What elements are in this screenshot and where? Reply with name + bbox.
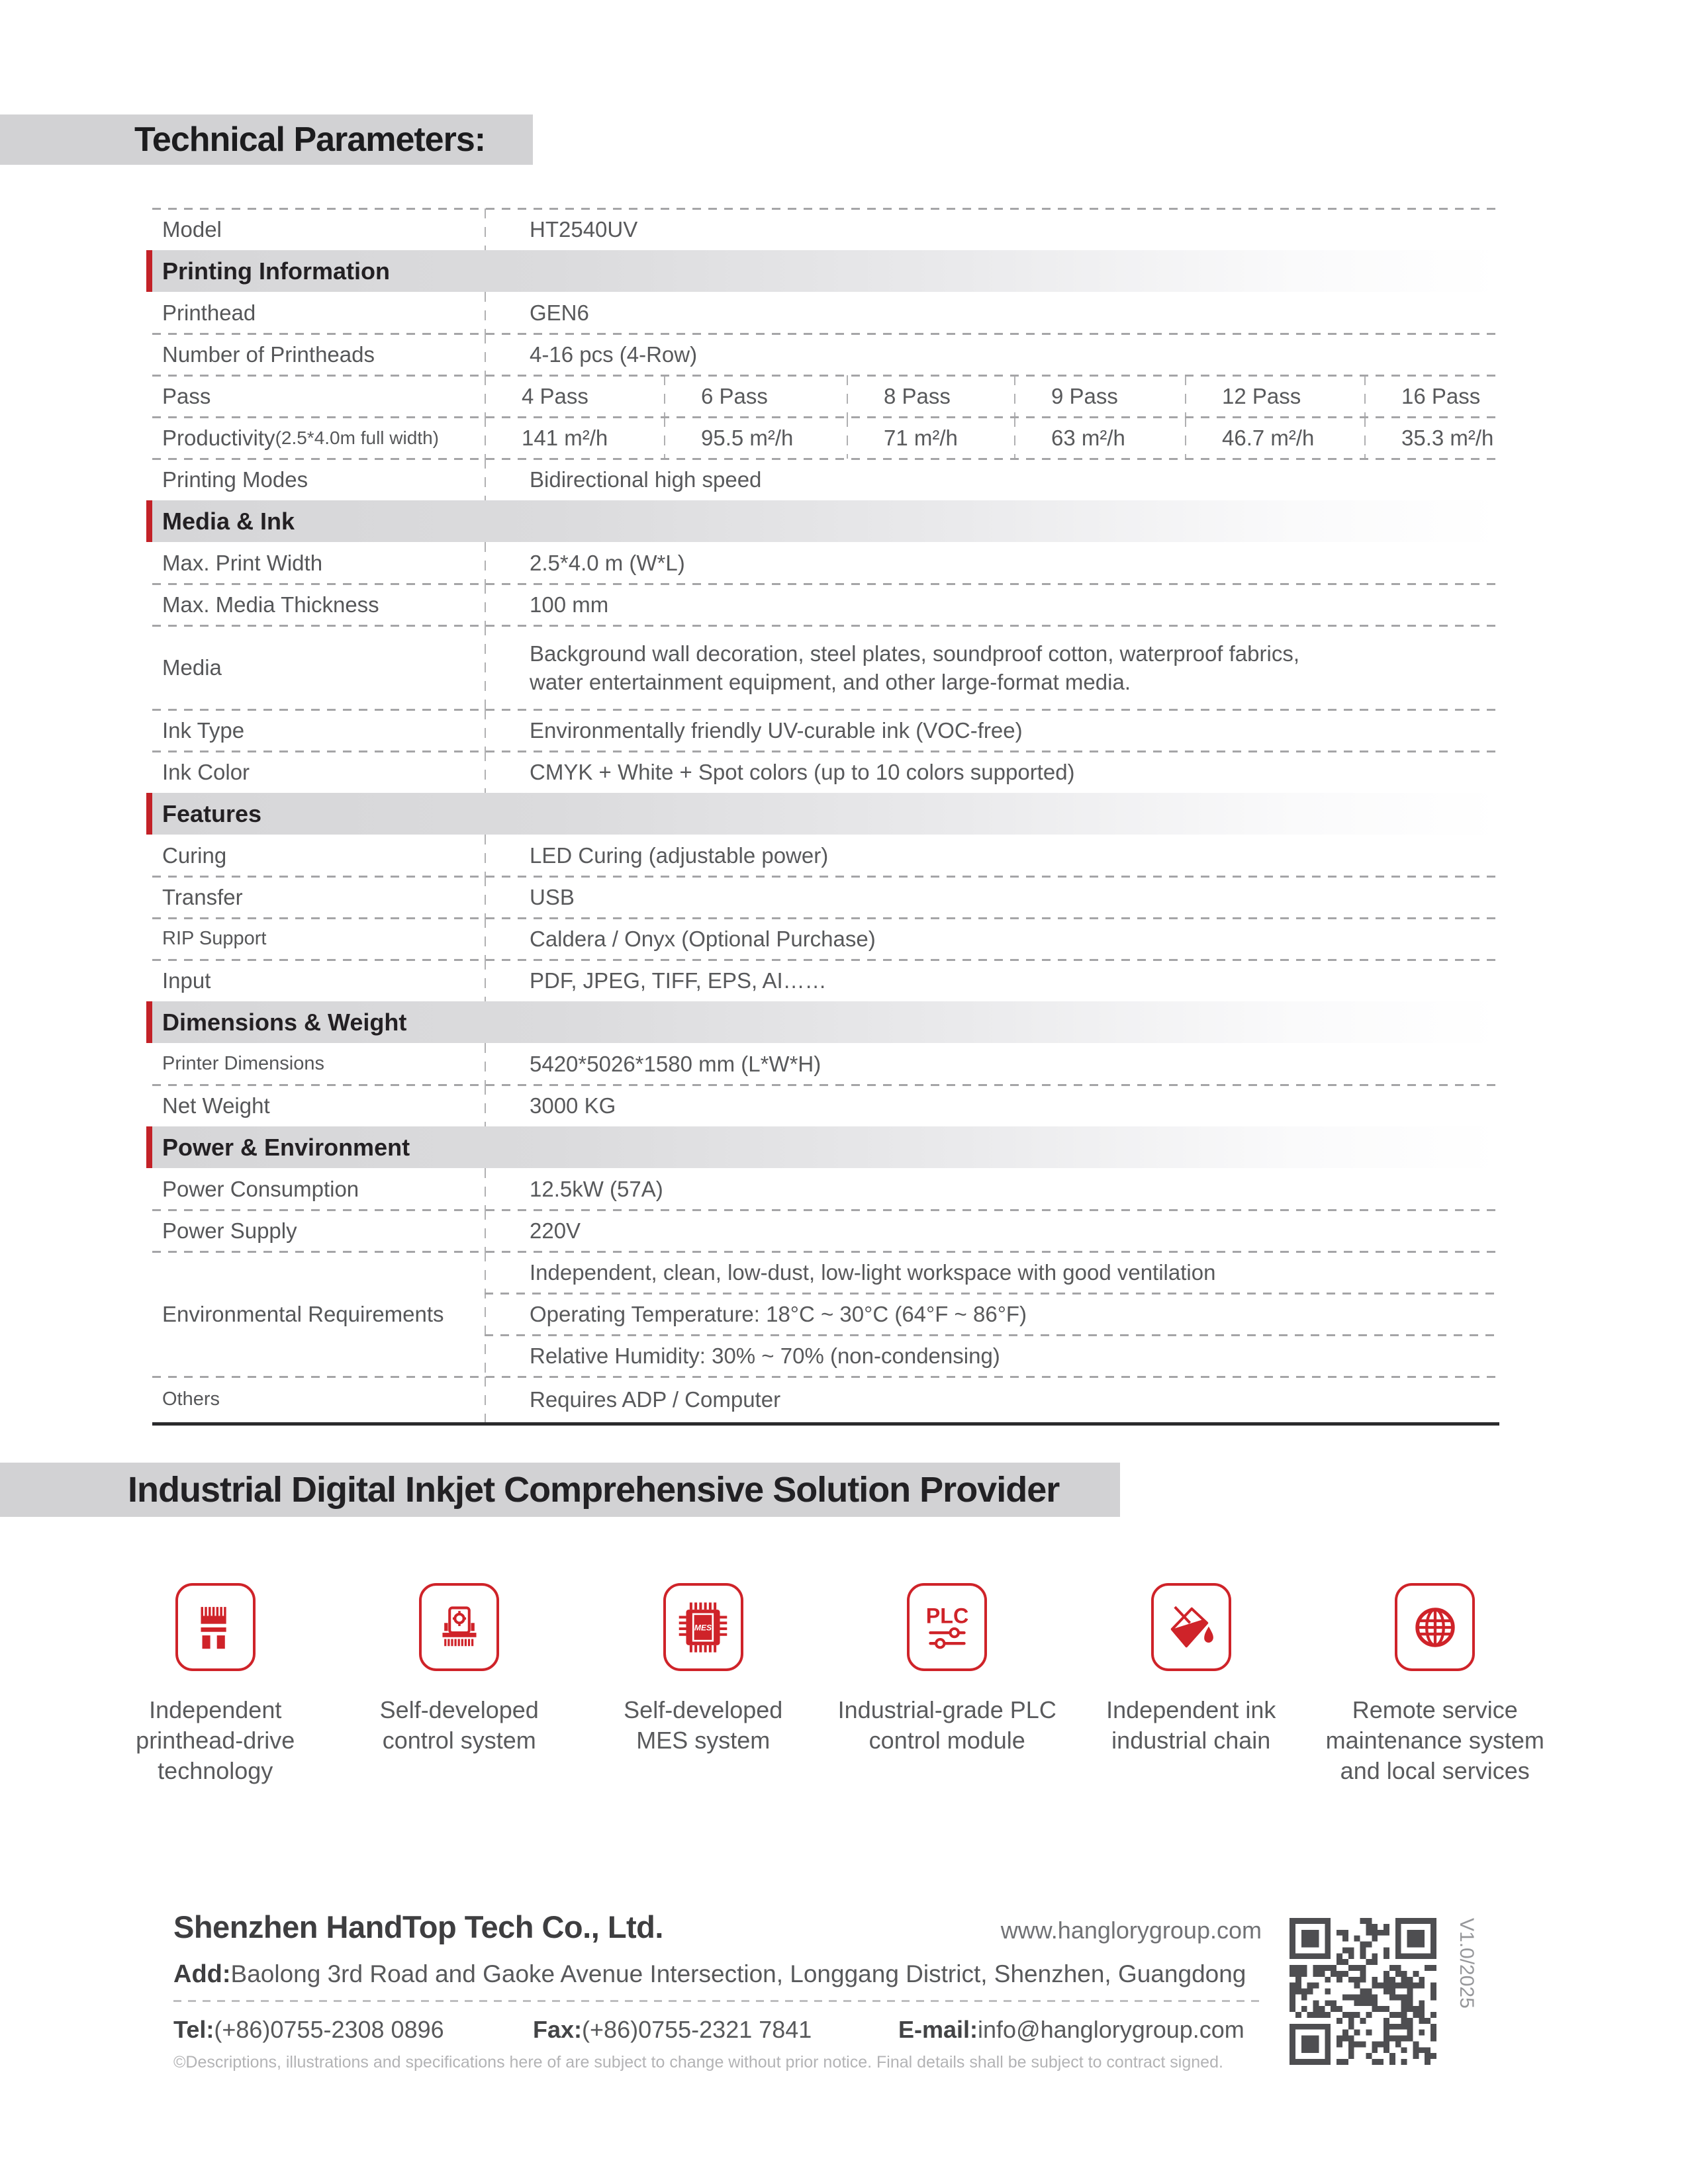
table-row — [152, 835, 1499, 876]
row-value: Background wall decoration, steel plates, soundproof cotton, waterproof fabrics, water entertainment equipment, and other large-format media. — [485, 625, 1499, 709]
row-value: 5420*5026*1580 mm (L*W*H) — [485, 1043, 1499, 1085]
table-row — [152, 459, 1499, 500]
table-row — [152, 1043, 1499, 1085]
solution-caption: Independent printhead-drive technology — [136, 1696, 295, 1784]
row-label: Curing — [162, 842, 227, 868]
solution-caption: Self-developed control system — [379, 1696, 539, 1754]
row-label: Power Supply — [162, 1218, 297, 1243]
section-title: Power & Environment — [162, 1133, 410, 1161]
solution-caption: Industrial-grade PLC control module — [837, 1696, 1056, 1754]
solution-caption: Self-developed MES system — [624, 1696, 783, 1754]
row-value: 12.5kW (57A) — [485, 1168, 1499, 1210]
address-label: Add: — [173, 1960, 231, 1988]
footer-divider — [173, 2000, 1262, 2002]
company-address: Add:Baolong 3rd Road and Gaoke Avenue Intersection, Longgang District, Shenzhen, Guangdong — [173, 1960, 1246, 1988]
row-label: Input — [162, 968, 211, 993]
table-row-productivity — [152, 417, 1499, 459]
row-value: USB — [485, 876, 1499, 918]
row-label: Max. Print Width — [162, 550, 323, 575]
table-row — [152, 960, 1499, 1001]
table-row — [152, 751, 1499, 793]
globe-icon — [1395, 1583, 1475, 1671]
section-title: Features — [162, 799, 262, 827]
table-row — [152, 709, 1499, 751]
row-value: GEN6 — [485, 292, 1499, 334]
pass-cell: 12 Pass — [1185, 375, 1364, 417]
solution-caption: Remote service maintenance system and local services — [1325, 1696, 1544, 1784]
section-header — [152, 250, 1499, 292]
solution-item — [1069, 1583, 1313, 1786]
productivity-cell: 46.7 m²/h — [1185, 417, 1364, 459]
table-row — [152, 1085, 1499, 1126]
row-value: Bidirectional high speed — [485, 459, 1499, 500]
row-label: Transfer — [162, 884, 243, 909]
telephone: Tel:(+86)0755-2308 0896 — [173, 2016, 444, 2043]
spec-table — [152, 208, 1499, 1426]
row-value: 3000 KG — [485, 1085, 1499, 1126]
productivity-cell: 35.3 m²/h — [1364, 417, 1499, 459]
email: E-mail:info@hanglorygroup.com — [898, 2016, 1244, 2043]
row-label: Printer Dimensions — [162, 1053, 324, 1074]
row-value: LED Curing (adjustable power) — [485, 835, 1499, 876]
pass-cell: 4 Pass — [485, 375, 664, 417]
solution-item — [1313, 1583, 1558, 1786]
pass-cell: 8 Pass — [847, 375, 1014, 417]
section-header — [152, 500, 1499, 542]
productivity-cell: 63 m²/h — [1014, 417, 1185, 459]
fax: Fax:(+86)0755-2321 7841 — [533, 2016, 812, 2043]
mes-icon-text: MES — [694, 1623, 712, 1633]
table-row — [152, 542, 1499, 584]
table-row — [152, 1377, 1499, 1422]
plc-icon — [907, 1583, 987, 1671]
section-header — [152, 1001, 1499, 1043]
ink-bucket-icon — [1151, 1583, 1231, 1671]
subtitle-bar — [0, 1463, 1120, 1517]
company-name: Shenzhen HandTop Tech Co., Ltd. — [173, 1909, 663, 1944]
table-row — [152, 584, 1499, 625]
productivity-cell: 141 m²/h — [485, 417, 664, 459]
solution-caption: Independent ink industrial chain — [1106, 1696, 1276, 1754]
solution-item — [338, 1583, 582, 1786]
version-text: V1.0/2025 — [1456, 1918, 1477, 2009]
row-label: Ink Type — [162, 717, 245, 743]
row-label: RIP Support — [162, 928, 267, 949]
table-row-media — [152, 625, 1499, 709]
section-title: Dimensions & Weight — [162, 1008, 407, 1036]
table-row-environment — [152, 1251, 1499, 1377]
table-bottom-rule — [152, 1422, 1499, 1426]
pass-cell: 9 Pass — [1014, 375, 1185, 417]
row-label: Model — [162, 216, 222, 242]
row-label: Printing Modes — [162, 467, 308, 492]
page-title: Technical Parameters: — [134, 120, 486, 159]
pass-cell: 6 Pass — [664, 375, 847, 417]
productivity-cell: 71 m²/h — [847, 417, 1014, 459]
row-label: Printhead — [162, 300, 256, 325]
row-value: Requires ADP / Computer — [485, 1377, 1499, 1422]
row-label: Productivity (2.5*4.0m full width) — [162, 425, 439, 450]
solution-item — [581, 1583, 825, 1786]
row-value: Environmentally friendly UV-curable ink (VOC-free) — [485, 709, 1499, 751]
section-header — [152, 793, 1499, 835]
row-label: Power Consumption — [162, 1176, 359, 1201]
control-system-icon — [419, 1583, 499, 1671]
table-row-pass — [152, 375, 1499, 417]
row-value: Caldera / Onyx (Optional Purchase) — [485, 918, 1499, 960]
environment-line: Relative Humidity: 30% ~ 70% (non-condensing) — [485, 1335, 1499, 1377]
row-label: Ink Color — [162, 759, 250, 784]
solution-item — [825, 1583, 1070, 1786]
printhead-icon — [175, 1583, 256, 1671]
row-label: Number of Printheads — [162, 341, 375, 367]
row-value: 2.5*4.0 m (W*L) — [485, 542, 1499, 584]
row-value: 100 mm — [485, 584, 1499, 625]
environment-line: Operating Temperature: 18°C ~ 30°C (64°F ~ 86°F) — [485, 1293, 1499, 1335]
row-value: HT2540UV — [485, 208, 1499, 250]
section-title: Printing Information — [162, 257, 390, 285]
plc-icon-text: PLC — [925, 1603, 968, 1627]
title-bar — [0, 114, 533, 165]
row-value: PDF, JPEG, TIFF, EPS, AI…… — [485, 960, 1499, 1001]
row-label: Pass — [162, 383, 211, 408]
row-value: 220V — [485, 1210, 1499, 1251]
section-title: Media & Ink — [162, 507, 295, 535]
row-value: 4-16 pcs (4-Row) — [485, 334, 1499, 375]
environment-line: Independent, clean, low-dust, low-light workspace with good ventilation — [530, 1259, 1216, 1285]
table-row — [152, 1168, 1499, 1210]
company-website: www.hanglorygroup.com — [1000, 1917, 1262, 1944]
row-value: CMYK + White + Spot colors (up to 10 colors supported) — [485, 751, 1499, 793]
mes-chip-icon — [663, 1583, 743, 1671]
disclaimer-text: ©Descriptions, illustrations and specifications here of are subject to change without prior notice. Final details shall be subject to contract signed. — [173, 2053, 1223, 2071]
row-label: Others — [162, 1388, 220, 1410]
qr-code — [1289, 1918, 1436, 2065]
table-row — [152, 1210, 1499, 1251]
row-label: Environmental Requirements — [162, 1301, 444, 1326]
table-row — [152, 918, 1499, 960]
environment-lines — [485, 1251, 1499, 1377]
table-row — [152, 876, 1499, 918]
table-row — [152, 292, 1499, 334]
table-row — [152, 334, 1499, 375]
row-label: Net Weight — [162, 1093, 270, 1118]
productivity-cell: 95.5 m²/h — [664, 417, 847, 459]
section-header — [152, 1126, 1499, 1168]
page-subtitle: Industrial Digital Inkjet Comprehensive Solution Provider — [128, 1470, 1060, 1510]
pass-cell: 16 Pass — [1364, 375, 1499, 417]
table-row — [152, 208, 1499, 250]
solution-item — [93, 1583, 338, 1786]
solutions-row — [93, 1583, 1557, 1786]
row-label: Media — [162, 655, 222, 680]
row-label: Max. Media Thickness — [162, 592, 379, 617]
